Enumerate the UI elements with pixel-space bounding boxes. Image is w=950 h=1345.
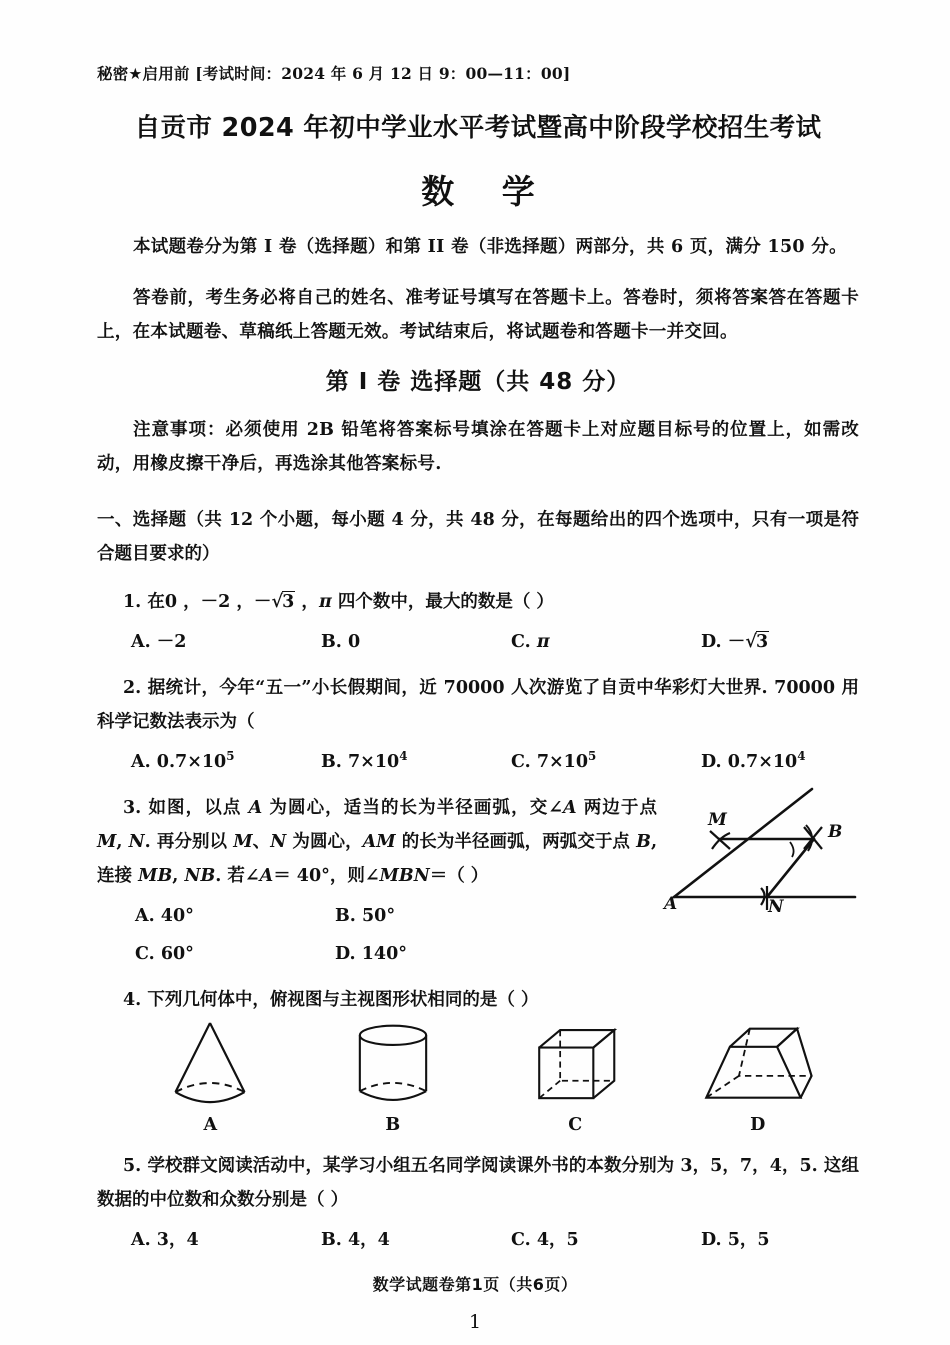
- question-3-option-b[interactable]: [335, 901, 535, 931]
- option-value: $7\times 10^4$: [347, 749, 408, 772]
- option-value: $0.7\times 10^5$: [156, 749, 235, 772]
- question-5-options: [97, 1225, 859, 1255]
- option-key: B.: [321, 752, 342, 772]
- question-3: [97, 791, 859, 969]
- option-value: 40°: [160, 906, 194, 926]
- question-2-option-b[interactable]: [321, 747, 511, 777]
- secret-and-time-line: [97, 62, 859, 84]
- question-5-option-a[interactable]: [131, 1225, 321, 1255]
- question-2-stem: [97, 671, 859, 739]
- question-1-option-a[interactable]: [131, 627, 321, 657]
- option-key: A.: [131, 752, 151, 772]
- question-1-option-c[interactable]: [511, 627, 701, 657]
- question-3-option-c[interactable]: [135, 939, 335, 969]
- option-key: C.: [511, 1230, 531, 1250]
- secret-label: 秘密★启用前: [97, 65, 190, 83]
- instruction-paragraph-2: 答卷前，考生务必将自己的姓名、准考证号填写在答题卡上。答卷时，须将答案答在答题卡上，在本试题卷、草稿纸上答题无效。考试结束后，将试题卷和答题卡一并交回。: [97, 288, 859, 342]
- question-3-options-row-2: [97, 939, 859, 969]
- question-3-option-d[interactable]: [335, 939, 535, 969]
- solid-label-d: D: [750, 1115, 766, 1135]
- question-4: [97, 983, 859, 1135]
- question-2-option-c[interactable]: [511, 747, 701, 777]
- question-5-option-d[interactable]: [701, 1225, 891, 1255]
- question-4-solids: [97, 1023, 859, 1135]
- figure-label-M: M: [708, 810, 727, 830]
- question-5-option-c[interactable]: [511, 1225, 701, 1255]
- part-one-label: 一、选择题: [97, 510, 187, 530]
- question-3-option-a[interactable]: [135, 901, 335, 931]
- option-value: $0.7\times 10^4$: [727, 749, 806, 772]
- question-1-text: 在0 ，－2 ，－√3 ，π 四个数中，最大的数是（ ）: [147, 591, 554, 612]
- question-1-number: 1.: [123, 592, 142, 612]
- question-2-options: [97, 747, 859, 777]
- question-1-stem: [97, 585, 859, 619]
- option-key: C.: [511, 632, 531, 652]
- option-key: B.: [335, 906, 356, 926]
- option-value: 5，5: [727, 1230, 770, 1250]
- page-number: 1: [468, 1311, 482, 1333]
- section-title-part-one: 第 I 卷 选择题（共 48 分）: [325, 369, 631, 395]
- page-content: [97, 0, 859, 1255]
- option-key: D.: [701, 632, 722, 652]
- question-5: [97, 1149, 859, 1255]
- option-key: D.: [701, 752, 722, 772]
- angle-bisector-construction-icon: [662, 787, 867, 912]
- solid-label-b: B: [385, 1115, 401, 1135]
- option-key: B.: [321, 1230, 342, 1250]
- cone-icon: [160, 1011, 260, 1111]
- option-value: 4，4: [347, 1230, 390, 1250]
- part-one-description: （共 12 个小题，每小题 4 分，共 48 分，在每题给出的四个选项中，只有一项是符合题目要求的）: [97, 510, 859, 564]
- option-value: 50°: [361, 906, 396, 926]
- cube-icon: [527, 1011, 623, 1111]
- option-key: D.: [335, 944, 356, 964]
- option-value: 4，5: [536, 1230, 579, 1250]
- question-5-stem: [97, 1149, 859, 1217]
- option-key: A.: [135, 906, 155, 926]
- option-value: 140°: [361, 944, 408, 964]
- option-key: A.: [131, 1230, 151, 1250]
- question-2: [97, 671, 859, 777]
- question-5-number: 5.: [123, 1156, 142, 1176]
- question-4-option-c[interactable]: [485, 1011, 665, 1135]
- question-1-option-b[interactable]: [321, 627, 511, 657]
- question-4-option-d[interactable]: [668, 1011, 848, 1135]
- question-3-text: 如图，以点 A 为圆心，适当的长为半径画弧，交∠A 两边于点 M, N. 再分别以 M、N 为圆心，AM 的长为半径画弧，两弧交于点 B, 连接 MB, NB. 若∠A＝ 40°，则∠MBN＝（ ）: [97, 798, 658, 886]
- question-1: [97, 585, 859, 657]
- question-5-option-b[interactable]: [321, 1225, 511, 1255]
- figure-label-N: N: [768, 897, 784, 912]
- option-key: A.: [131, 632, 151, 652]
- solid-label-c: C: [568, 1115, 583, 1135]
- option-key: C.: [135, 944, 155, 964]
- question-2-option-a[interactable]: [131, 747, 321, 777]
- option-value: π: [536, 632, 550, 652]
- part-one-heading: [97, 503, 859, 571]
- question-5-text: 学校群文阅读活动中，某学习小组五名同学阅读课外书的本数分别为 3，5，7，4，5. 这组数据的中位数和众数分别是（ ）: [97, 1156, 859, 1210]
- figure-label-A: A: [664, 894, 678, 912]
- question-2-number: 2.: [123, 678, 142, 698]
- option-key: B.: [321, 632, 342, 652]
- option-value: 3，4: [156, 1230, 199, 1250]
- option-value: －2: [156, 632, 187, 652]
- option-value: $7\times 10^5$: [536, 749, 597, 772]
- question-1-options: [97, 627, 859, 657]
- instruction-paragraph-1: 本试题卷分为第 I 卷（选择题）和第 II 卷（非选择题）两部分，共 6 页，满分 150 分。: [133, 237, 847, 257]
- notice-paragraph: 注意事项：必须使用 2B 铅笔将答案标号填涂在答题卡上对应题目标号的位置上，如需改动，用橡皮擦干净后，再选涂其他答案标号.: [97, 420, 859, 474]
- question-4-option-a[interactable]: [120, 1011, 300, 1135]
- page-title: 自贡市 2024 年初中学业水平考试暨高中阶段学校招生考试: [134, 113, 822, 143]
- question-2-option-d[interactable]: [701, 747, 891, 777]
- subject-title: 数 学: [421, 172, 553, 211]
- question-4-number: 4.: [123, 990, 142, 1010]
- option-value: －√3: [727, 631, 769, 652]
- question-3-number: 3.: [123, 798, 142, 818]
- question-4-text: 下列几何体中，俯视图与主视图形状相同的是（ ）: [147, 990, 539, 1010]
- option-value: 60°: [160, 944, 194, 964]
- question-4-option-b[interactable]: [303, 1011, 483, 1135]
- option-key: D.: [701, 1230, 722, 1250]
- option-value: 0: [347, 632, 361, 652]
- option-key: C.: [511, 752, 531, 772]
- figure-label-B: B: [828, 822, 843, 842]
- question-3-figure: [662, 787, 867, 912]
- page-footer: [0, 1272, 950, 1333]
- cylinder-icon: [345, 1011, 441, 1111]
- footer-note: 数学试题卷第1页（共6页）: [372, 1275, 578, 1294]
- question-2-text: 据统计，今年“五一”小长假期间，近 70000 人次游览了自贡中华彩灯大世界. 70000 用科学记数法表示为（: [97, 678, 860, 732]
- frustum-icon: [699, 1011, 817, 1111]
- exam-time: [考试时间：2024 年 6 月 12 日 9：00—11：00]: [195, 64, 571, 83]
- question-1-option-d[interactable]: [701, 627, 891, 657]
- solid-label-a: A: [203, 1115, 218, 1135]
- question-3-stem: [97, 791, 657, 893]
